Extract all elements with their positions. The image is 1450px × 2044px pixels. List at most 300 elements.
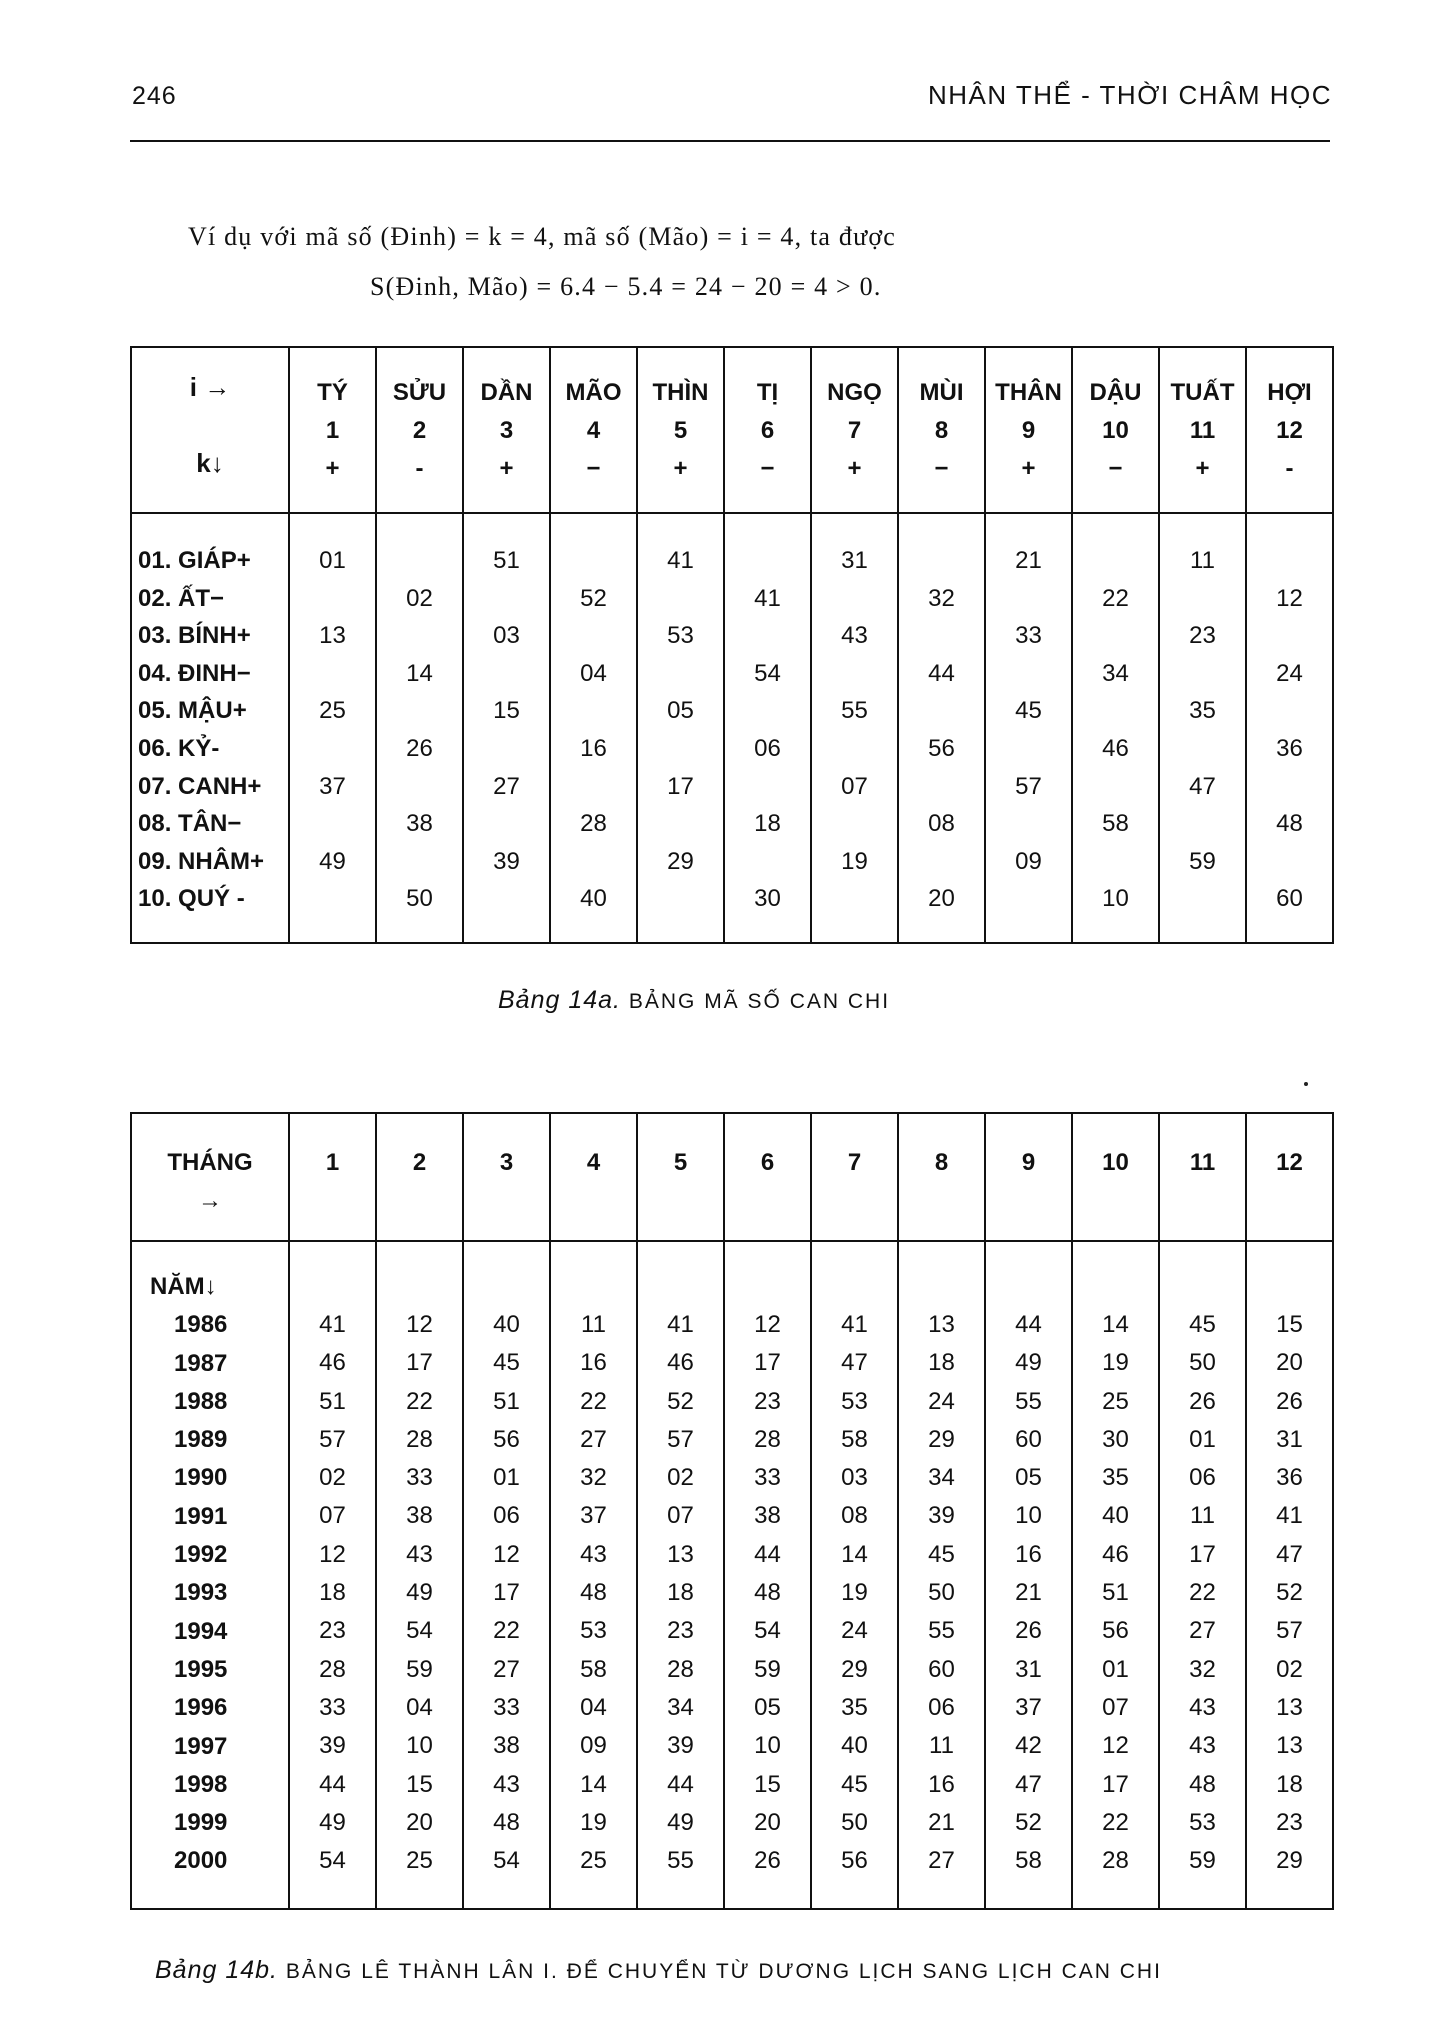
col-sign: - xyxy=(415,455,424,482)
conversion-value-cell: 39 xyxy=(667,1732,694,1760)
conversion-value-cell: 38 xyxy=(493,1732,520,1760)
conversion-value-cell: 29 xyxy=(928,1425,955,1453)
month-header: 5 xyxy=(637,1113,724,1241)
conversion-value-cell: 45 xyxy=(493,1349,520,1377)
month-header: 7 xyxy=(811,1113,898,1241)
col-num: 1 xyxy=(325,417,340,444)
conversion-value-cell: 29 xyxy=(1276,1847,1303,1875)
table-a-col-header xyxy=(898,347,985,513)
conversion-value-cell: 14 xyxy=(580,1770,607,1798)
code-cell: 57 xyxy=(1015,772,1042,800)
conversion-value-cell: 56 xyxy=(1102,1617,1129,1645)
col-num: 6 xyxy=(760,417,775,444)
conversion-value-cell: 59 xyxy=(406,1655,433,1683)
col-num: 5 xyxy=(673,417,688,444)
month-values-column xyxy=(637,1241,724,1909)
conversion-value-cell: 32 xyxy=(1189,1655,1216,1683)
table-a-col-values xyxy=(376,513,463,943)
conversion-value-cell: 22 xyxy=(493,1617,520,1645)
month-values-column xyxy=(811,1241,898,1909)
conversion-value-cell: 56 xyxy=(841,1847,868,1875)
conversion-value-cell: 40 xyxy=(493,1311,520,1338)
conversion-value-cell: 52 xyxy=(1015,1808,1042,1836)
code-cell: 24 xyxy=(1276,659,1303,687)
code-cell: 37 xyxy=(319,772,346,800)
conversion-value-cell: 52 xyxy=(667,1387,694,1415)
col-name: THÂN xyxy=(995,379,1062,406)
table-a-col-header xyxy=(1072,347,1159,513)
conversion-value-cell: 24 xyxy=(928,1387,955,1415)
month-values-column xyxy=(1072,1241,1159,1909)
code-cell: 38 xyxy=(406,810,433,838)
col-num: 12 xyxy=(1276,417,1303,444)
row-label: 10. QUÝ - xyxy=(138,885,245,913)
conversion-value-cell: 43 xyxy=(406,1540,433,1568)
conversion-value-cell: 27 xyxy=(580,1425,607,1453)
col-num: 11 xyxy=(1189,417,1216,444)
conversion-value-cell: 28 xyxy=(319,1655,346,1683)
code-cell: 40 xyxy=(580,885,607,913)
conversion-value-cell: 46 xyxy=(667,1349,694,1377)
conversion-value-cell: 27 xyxy=(1189,1617,1216,1645)
conversion-value-cell: 13 xyxy=(928,1311,955,1338)
conversion-value-cell: 15 xyxy=(754,1770,781,1798)
code-cell: 01 xyxy=(319,547,346,574)
conversion-value-cell: 23 xyxy=(667,1617,694,1645)
code-cell: 33 xyxy=(1015,622,1042,650)
year-label: 2000 xyxy=(174,1847,228,1875)
code-cell: 46 xyxy=(1102,734,1129,762)
conversion-value-cell: 12 xyxy=(754,1311,781,1338)
page-number: 246 xyxy=(132,82,177,110)
conversion-value-cell: 29 xyxy=(841,1655,868,1683)
conversion-value-cell: 57 xyxy=(319,1425,346,1453)
col-sign: + xyxy=(499,455,514,482)
year-label: 1999 xyxy=(174,1809,228,1837)
conversion-value-cell: 25 xyxy=(580,1847,607,1875)
code-cell: 17 xyxy=(667,772,694,800)
code-cell: 30 xyxy=(754,885,781,913)
conversion-value-cell: 51 xyxy=(493,1387,520,1415)
month-values-column xyxy=(985,1241,1072,1909)
conversion-value-cell: 48 xyxy=(580,1579,607,1607)
year-label: 1986 xyxy=(174,1311,228,1339)
col-num: 8 xyxy=(934,417,949,444)
col-name: THÌN xyxy=(652,379,709,406)
conversion-value-cell: 47 xyxy=(1276,1540,1303,1568)
conversion-value-cell: 54 xyxy=(754,1617,781,1645)
month-values-column xyxy=(550,1241,637,1909)
col-num: 7 xyxy=(847,417,862,444)
conversion-value-cell: 18 xyxy=(928,1349,955,1377)
conversion-value-cell: 23 xyxy=(754,1387,781,1415)
conversion-value-cell: 35 xyxy=(1102,1464,1129,1492)
month-values-column xyxy=(898,1241,985,1909)
code-cell: 54 xyxy=(754,659,781,687)
conversion-value-cell: 20 xyxy=(1276,1349,1303,1377)
code-cell: 51 xyxy=(493,547,520,574)
col-name: TUẤT xyxy=(1170,379,1235,406)
table-a-col-header xyxy=(811,347,898,513)
month-values-column xyxy=(724,1241,811,1909)
conversion-value-cell: 09 xyxy=(580,1732,607,1760)
conversion-value-cell: 02 xyxy=(1276,1655,1303,1683)
conversion-value-cell: 23 xyxy=(319,1617,346,1645)
col-sign: + xyxy=(325,455,340,482)
conversion-value-cell: 07 xyxy=(1102,1693,1129,1721)
code-cell: 36 xyxy=(1276,734,1303,762)
table-a-col-header xyxy=(724,347,811,513)
code-cell: 27 xyxy=(493,772,520,800)
conversion-value-cell: 06 xyxy=(928,1693,955,1721)
code-cell: 39 xyxy=(493,847,520,875)
conversion-value-cell: 41 xyxy=(841,1311,868,1338)
month-header: 8 xyxy=(898,1113,985,1241)
conversion-value-cell: 54 xyxy=(319,1847,346,1875)
conversion-value-cell: 44 xyxy=(754,1540,781,1568)
row-label: 07. CANH+ xyxy=(138,772,262,800)
col-name: DẬU xyxy=(1089,379,1142,406)
conversion-value-cell: 12 xyxy=(319,1540,346,1568)
code-cell: 12 xyxy=(1276,584,1303,612)
conversion-value-cell: 26 xyxy=(1015,1617,1042,1645)
conversion-value-cell: 48 xyxy=(493,1808,520,1836)
row-label: 03. BÍNH+ xyxy=(138,622,251,650)
table-a-col-values xyxy=(1246,513,1333,943)
conversion-value-cell: 05 xyxy=(1015,1464,1042,1492)
conversion-value-cell: 44 xyxy=(319,1770,346,1798)
conversion-value-cell: 10 xyxy=(754,1732,781,1760)
conversion-value-cell: 31 xyxy=(1276,1425,1303,1453)
conversion-value-cell: 27 xyxy=(493,1655,520,1683)
code-cell: 41 xyxy=(667,547,694,574)
col-num: 10 xyxy=(1102,417,1129,444)
col-name: NGỌ xyxy=(827,379,882,406)
table-a-col-header xyxy=(550,347,637,513)
col-name: SỬU xyxy=(392,379,447,406)
code-cell: 60 xyxy=(1276,885,1303,913)
conversion-value-cell: 32 xyxy=(580,1464,607,1492)
conversion-value-cell: 01 xyxy=(1102,1655,1129,1683)
conversion-value-cell: 03 xyxy=(841,1464,868,1492)
code-cell: 44 xyxy=(928,659,955,687)
running-title: NHÂN THỂ - THỜI CHÂM HỌC xyxy=(927,80,1332,110)
conversion-value-cell: 41 xyxy=(319,1311,346,1338)
conversion-value-cell: 59 xyxy=(1189,1847,1216,1875)
month-values-column xyxy=(1159,1241,1246,1909)
conversion-value-cell: 22 xyxy=(1102,1808,1129,1836)
conversion-value-cell: 43 xyxy=(580,1540,607,1568)
conversion-value-cell: 11 xyxy=(1190,1502,1215,1530)
row-label: 04. ĐINH− xyxy=(138,659,251,687)
year-label: 1987 xyxy=(174,1349,228,1377)
table-a-col-values xyxy=(811,513,898,943)
table-a-col-values xyxy=(550,513,637,943)
table-a-col-header xyxy=(463,347,550,513)
conversion-value-cell: 28 xyxy=(754,1425,781,1453)
table-b-body-row xyxy=(131,1241,1333,1909)
conversion-value-cell: 28 xyxy=(1102,1847,1129,1875)
row-label: 01. GIÁP+ xyxy=(138,547,251,574)
conversion-value-cell: 11 xyxy=(581,1311,606,1338)
table-a-col-values xyxy=(289,513,376,943)
conversion-value-cell: 39 xyxy=(928,1502,955,1530)
conversion-value-cell: 41 xyxy=(1276,1502,1303,1530)
table-a-col-header xyxy=(1246,347,1333,513)
code-cell: 14 xyxy=(406,659,433,687)
code-cell: 20 xyxy=(928,885,955,913)
can-chi-code-table xyxy=(130,346,1334,944)
year-label: 1993 xyxy=(174,1579,228,1607)
conversion-value-cell: 27 xyxy=(928,1847,955,1875)
conversion-value-cell: 02 xyxy=(667,1464,694,1492)
conversion-value-cell: 58 xyxy=(841,1425,868,1453)
table-a-row-labels xyxy=(131,513,289,943)
col-num: 4 xyxy=(586,417,601,444)
month-header: 4 xyxy=(550,1113,637,1241)
conversion-value-cell: 46 xyxy=(319,1349,346,1377)
conversion-value-cell: 13 xyxy=(1276,1732,1303,1760)
month-values-column xyxy=(376,1241,463,1909)
conversion-value-cell: 33 xyxy=(493,1693,520,1721)
conversion-value-cell: 43 xyxy=(1189,1693,1216,1721)
conversion-value-cell: 36 xyxy=(1276,1464,1303,1492)
conversion-value-cell: 07 xyxy=(667,1502,694,1530)
table-a-col-values xyxy=(637,513,724,943)
conversion-value-cell: 19 xyxy=(841,1579,868,1607)
conversion-value-cell: 22 xyxy=(406,1387,433,1415)
table-a-col-header xyxy=(637,347,724,513)
col-sign: − xyxy=(1108,455,1123,482)
conversion-value-cell: 44 xyxy=(667,1770,694,1798)
conversion-value-cell: 05 xyxy=(754,1693,781,1721)
code-cell: 04 xyxy=(580,659,607,687)
table-a-col-header xyxy=(985,347,1072,513)
conversion-value-cell: 45 xyxy=(1189,1311,1216,1338)
conversion-value-cell: 54 xyxy=(493,1847,520,1875)
code-cell: 56 xyxy=(928,734,955,762)
conversion-value-cell: 33 xyxy=(406,1464,433,1492)
col-name: MÃO xyxy=(565,379,622,406)
conversion-value-cell: 39 xyxy=(319,1732,346,1760)
conversion-value-cell: 43 xyxy=(1189,1732,1216,1760)
conversion-value-cell: 19 xyxy=(580,1808,607,1836)
code-cell: 03 xyxy=(493,622,520,650)
month-header: 11 xyxy=(1159,1113,1246,1241)
col-num: 9 xyxy=(1021,417,1036,444)
conversion-value-cell: 49 xyxy=(319,1808,346,1836)
row-label: 06. KỶ- xyxy=(138,734,220,762)
month-header: 3 xyxy=(463,1113,550,1241)
code-cell: 06 xyxy=(754,734,781,762)
header-rule xyxy=(130,140,1330,142)
conversion-value-cell: 17 xyxy=(493,1579,520,1607)
conversion-value-cell: 07 xyxy=(319,1502,346,1530)
conversion-value-cell: 18 xyxy=(1276,1770,1303,1798)
month-header: 10 xyxy=(1072,1113,1159,1241)
conversion-value-cell: 20 xyxy=(754,1808,781,1836)
col-name: MÙI xyxy=(919,379,964,406)
conversion-value-cell: 22 xyxy=(1189,1579,1216,1607)
table-b-caption-label: Bảng 14b. xyxy=(155,1956,278,1984)
conversion-value-cell: 43 xyxy=(493,1770,520,1798)
code-cell: 49 xyxy=(319,847,346,875)
conversion-value-cell: 12 xyxy=(1102,1732,1129,1760)
code-cell: 35 xyxy=(1189,697,1216,725)
conversion-value-cell: 55 xyxy=(928,1617,955,1645)
code-cell: 53 xyxy=(667,622,694,650)
month-values-column xyxy=(463,1241,550,1909)
code-cell: 21 xyxy=(1015,547,1042,574)
col-sign: − xyxy=(760,455,775,482)
year-label: 1990 xyxy=(174,1464,228,1492)
row-label: 09. NHÂM+ xyxy=(138,847,265,875)
conversion-value-cell: 21 xyxy=(928,1808,955,1836)
code-cell: 25 xyxy=(319,697,346,725)
code-cell: 26 xyxy=(406,734,433,762)
code-cell: 31 xyxy=(841,547,868,574)
conversion-value-cell: 33 xyxy=(319,1693,346,1721)
conversion-value-cell: 60 xyxy=(1015,1425,1042,1453)
conversion-value-cell: 52 xyxy=(1276,1579,1303,1607)
month-values-column xyxy=(1246,1241,1333,1909)
month-header: 1 xyxy=(289,1113,376,1241)
table-a-corner xyxy=(131,347,289,513)
code-cell: 55 xyxy=(841,697,868,725)
code-cell: 10 xyxy=(1102,885,1129,913)
row-label: 02. ẤT− xyxy=(138,584,225,612)
conversion-value-cell: 47 xyxy=(841,1349,868,1377)
conversion-value-cell: 26 xyxy=(1189,1387,1216,1415)
conversion-value-cell: 20 xyxy=(406,1808,433,1836)
conversion-value-cell: 10 xyxy=(406,1732,433,1760)
table-a-corner-k: k↓ xyxy=(196,448,224,478)
conversion-value-cell: 57 xyxy=(1276,1617,1303,1645)
year-label: 1994 xyxy=(174,1617,228,1645)
col-sign: - xyxy=(1285,455,1294,482)
conversion-value-cell: 06 xyxy=(493,1502,520,1530)
conversion-value-cell: 34 xyxy=(667,1693,694,1721)
conversion-value-cell: 41 xyxy=(667,1311,694,1338)
conversion-value-cell: 15 xyxy=(406,1770,433,1798)
conversion-value-cell: 26 xyxy=(754,1847,781,1875)
year-label: 1997 xyxy=(174,1732,228,1760)
code-cell: 19 xyxy=(841,847,868,875)
conversion-value-cell: 18 xyxy=(319,1579,346,1607)
code-cell: 28 xyxy=(580,810,607,838)
table-a-col-values xyxy=(985,513,1072,943)
year-label: 1998 xyxy=(174,1770,228,1798)
table-a-caption-text: BẢNG MÃ SỐ CAN CHI xyxy=(628,990,891,1013)
code-cell: 18 xyxy=(754,810,781,838)
conversion-value-cell: 28 xyxy=(667,1655,694,1683)
table-a-caption-label: Bảng 14a. xyxy=(498,986,621,1014)
conversion-value-cell: 08 xyxy=(841,1502,868,1530)
code-cell: 58 xyxy=(1102,810,1129,838)
year-label: 1995 xyxy=(174,1655,228,1683)
code-cell: 48 xyxy=(1276,810,1303,838)
conversion-value-cell: 53 xyxy=(580,1617,607,1645)
code-cell: 32 xyxy=(928,584,955,612)
conversion-value-cell: 48 xyxy=(1189,1770,1216,1798)
conversion-value-cell: 49 xyxy=(1015,1349,1042,1377)
code-cell: 47 xyxy=(1189,772,1216,800)
row-label: 05. MẬU+ xyxy=(138,697,247,725)
arrow-right-icon: → xyxy=(198,1187,222,1214)
col-name: TÝ xyxy=(317,379,348,406)
conversion-value-cell: 16 xyxy=(928,1770,955,1798)
conversion-value-cell: 17 xyxy=(1189,1540,1216,1568)
conversion-value-cell: 38 xyxy=(754,1502,781,1530)
conversion-value-cell: 23 xyxy=(1276,1808,1303,1836)
table-a-caption xyxy=(498,986,890,1015)
col-sign: + xyxy=(1021,455,1036,482)
stray-dot xyxy=(1304,1082,1308,1086)
table-a-col-header xyxy=(1159,347,1246,513)
conversion-value-cell: 28 xyxy=(406,1425,433,1453)
conversion-value-cell: 01 xyxy=(493,1464,520,1492)
month-header: 9 xyxy=(985,1113,1072,1241)
conversion-value-cell: 42 xyxy=(1015,1732,1042,1760)
conversion-value-cell: 26 xyxy=(1276,1387,1303,1415)
code-cell: 22 xyxy=(1102,584,1129,612)
code-cell: 11 xyxy=(1190,547,1215,574)
conversion-value-cell: 37 xyxy=(580,1502,607,1530)
code-cell: 45 xyxy=(1015,697,1042,725)
example-line-1: Ví dụ với mã số (Đinh) = k = 4, mã số (Mão) = i = 4, ta được xyxy=(188,222,897,251)
conversion-value-cell: 24 xyxy=(841,1617,868,1645)
conversion-value-cell: 45 xyxy=(928,1540,955,1568)
conversion-value-cell: 22 xyxy=(580,1387,607,1415)
conversion-value-cell: 47 xyxy=(1015,1770,1042,1798)
conversion-value-cell: 55 xyxy=(1015,1387,1042,1415)
conversion-value-cell: 51 xyxy=(319,1387,346,1415)
col-sign: + xyxy=(1195,455,1210,482)
conversion-value-cell: 59 xyxy=(754,1655,781,1683)
year-label: 1996 xyxy=(174,1694,228,1722)
table-a-col-values xyxy=(463,513,550,943)
conversion-value-cell: 06 xyxy=(1189,1464,1216,1492)
conversion-value-cell: 53 xyxy=(841,1387,868,1415)
conversion-value-cell: 17 xyxy=(406,1349,433,1377)
table-a-corner-i: i → xyxy=(189,372,231,402)
conversion-value-cell: 18 xyxy=(667,1579,694,1607)
conversion-value-cell: 01 xyxy=(1189,1425,1216,1453)
code-cell: 23 xyxy=(1189,622,1216,650)
col-name: DẦN xyxy=(480,379,533,406)
month-header: 12 xyxy=(1246,1113,1333,1241)
code-cell: 05 xyxy=(667,697,694,725)
row-label: 08. TÂN− xyxy=(138,810,242,838)
code-cell: 16 xyxy=(580,734,607,762)
code-cell: 13 xyxy=(319,622,346,650)
conversion-value-cell: 45 xyxy=(841,1770,868,1798)
example-line-2: S(Đinh, Mão) = 6.4 − 5.4 = 24 − 20 = 4 > 0. xyxy=(370,272,882,301)
conversion-value-cell: 46 xyxy=(1102,1540,1129,1568)
table-a-header-row xyxy=(131,347,1333,513)
code-cell: 29 xyxy=(667,847,694,875)
month-header: 6 xyxy=(724,1113,811,1241)
table-a-col-values xyxy=(1159,513,1246,943)
table-a-col-header xyxy=(376,347,463,513)
table-a-col-header xyxy=(289,347,376,513)
conversion-value-cell: 17 xyxy=(754,1349,781,1377)
year-header: NĂM↓ xyxy=(150,1273,217,1300)
table-b-month-label: THÁNG xyxy=(167,1149,253,1176)
col-name: HỢI xyxy=(1267,379,1312,406)
conversion-value-cell: 14 xyxy=(841,1540,868,1568)
conversion-value-cell: 57 xyxy=(667,1425,694,1453)
